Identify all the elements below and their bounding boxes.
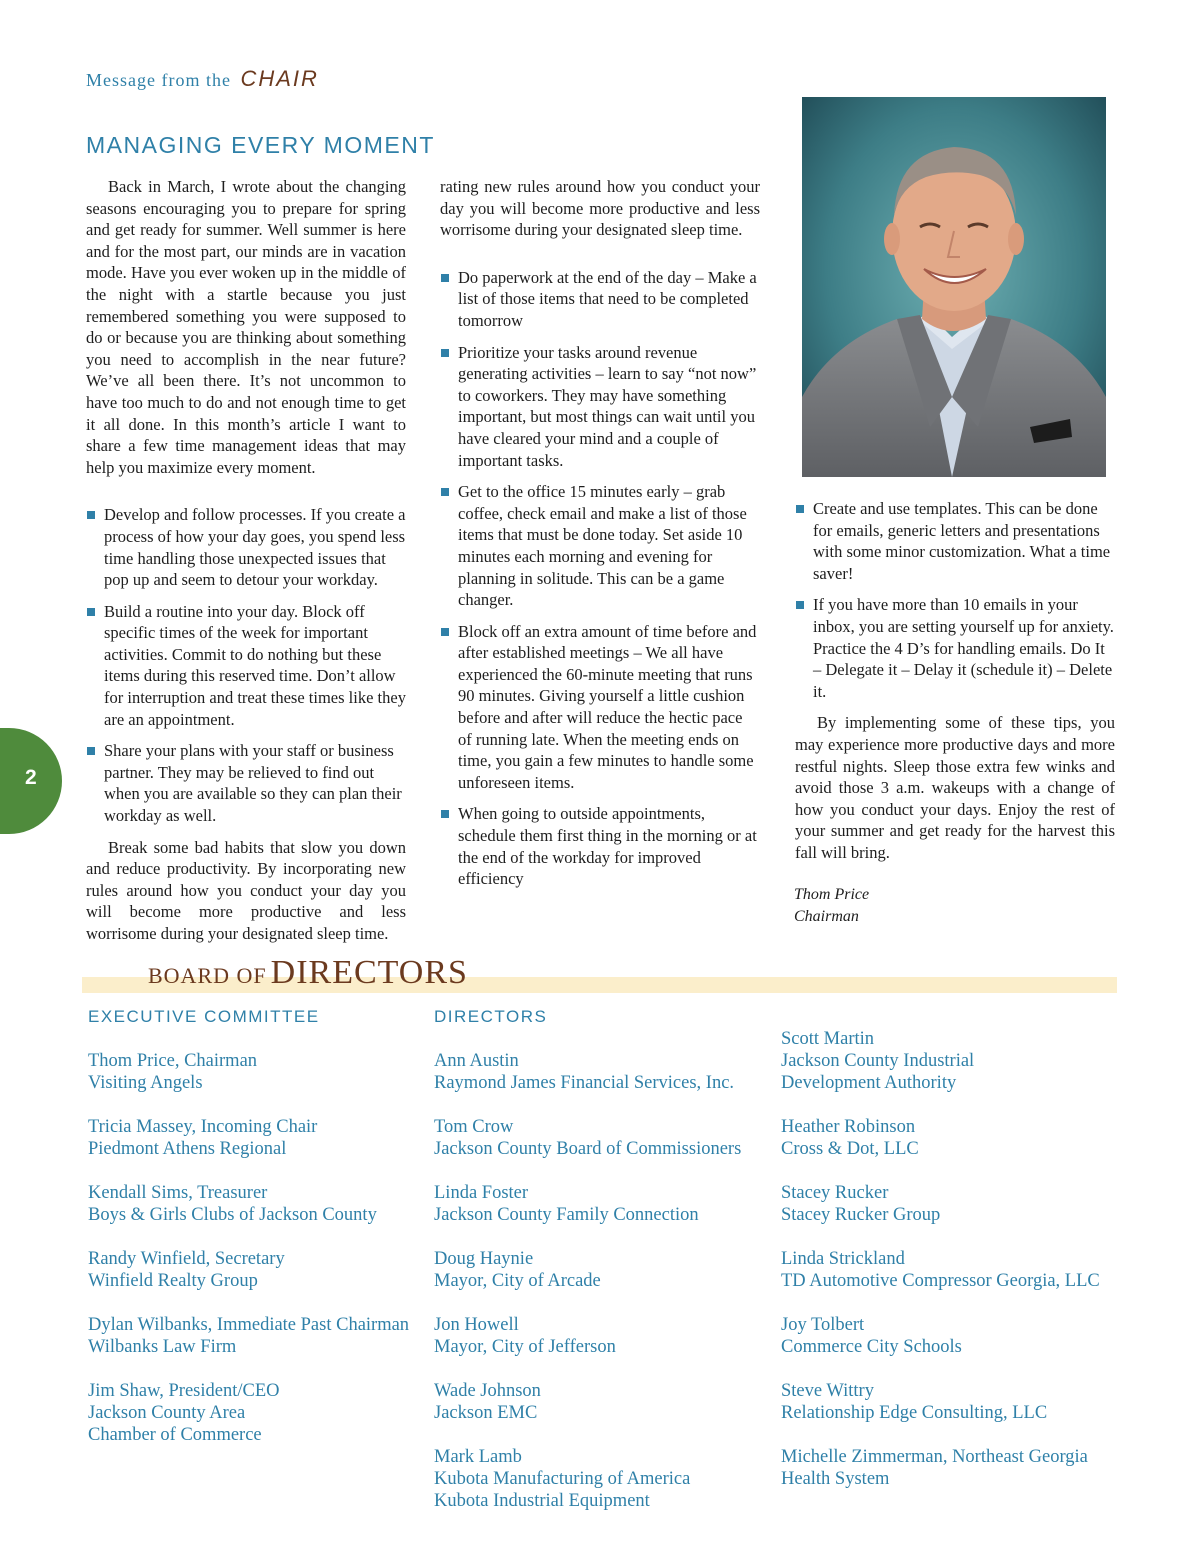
board-member-name: Tricia Massey, Incoming Chair (88, 1117, 318, 1137)
board-member (434, 1380, 764, 1424)
board-member-name: Thom Price, Chairman (88, 1051, 258, 1071)
board-member-name: Kendall Sims, Treasurer (88, 1183, 268, 1203)
board-member-affiliation: Wilbanks Law Firm (88, 1337, 237, 1357)
bullet-square-icon (441, 810, 449, 818)
board-member-affiliation: Mayor, City of Jefferson (434, 1337, 616, 1357)
board-member-affiliation: Development Authority (781, 1073, 957, 1093)
board-member-affiliation: Jackson County Board of Commissioners (434, 1139, 742, 1159)
bullet-square-icon (87, 608, 95, 616)
page-number: 2 (25, 766, 37, 789)
tip-item: Develop and follow processes. If you create a process of how your day goes, you spend less time handling those unexpected issues that pop up and seem to detour your workday. (86, 504, 406, 590)
board-member-name: Joy Tolbert (781, 1315, 865, 1335)
tip-item: Get to the office 15 minutes early – grab coffee, check email and make a list of those items that must be done today. Set aside 10 minutes each morning and evening for planning in solitude. This can be a game changer. (440, 481, 760, 611)
board-member-affiliation: Commerce City Schools (781, 1337, 962, 1357)
tips-list-1 (86, 504, 406, 826)
directors-list-2 (781, 1028, 1111, 1490)
board-member-name: Steve Wittry (781, 1381, 874, 1401)
tip-item: When going to outside appointments, schedule them first thing in the morning or at the end of the workday for improved efficiency (440, 803, 760, 889)
board-member-name: Michelle Zimmerman, Northeast Georgia (781, 1447, 1088, 1467)
tips-list-3 (795, 498, 1115, 702)
board-member (781, 1446, 1111, 1490)
board-member-affiliation: Boys & Girls Clubs of Jackson County (88, 1205, 377, 1225)
board-member (88, 1314, 418, 1358)
board-member (434, 1182, 764, 1226)
board-member (781, 1314, 1111, 1358)
chairman-portrait (802, 97, 1106, 477)
tip-item: Prioritize your tasks around revenue generating activities – learn to say “not now” to coworkers. They may have something important, but most things can wait until you have cleared your mind and a couple of important tasks. (440, 342, 760, 472)
board-member-name: Heather Robinson (781, 1117, 916, 1137)
article-column-3 (795, 498, 1115, 864)
board-member (88, 1182, 418, 1226)
board-member-affiliation: Jackson County Area (88, 1403, 246, 1423)
board-member (781, 1182, 1111, 1226)
board-member-affiliation: Cross & Dot, LLC (781, 1139, 919, 1159)
bullet-square-icon (87, 511, 95, 519)
board-member-name: Scott Martin (781, 1029, 875, 1049)
board-member (781, 1380, 1111, 1424)
signature-title: Chairman (794, 908, 859, 925)
board-member-affiliation: Jackson EMC (434, 1403, 538, 1423)
board-member (434, 1116, 764, 1160)
article-column-2 (440, 176, 760, 890)
board-member (88, 1380, 418, 1446)
bullet-square-icon (441, 628, 449, 636)
board-member-affiliation: Piedmont Athens Regional (88, 1139, 287, 1159)
tip-item: Share your plans with your staff or business partner. They may be relieved to find out when you are available so they can plan their workday as well. (86, 740, 406, 826)
board-member-affiliation: Health System (781, 1469, 890, 1489)
directors-column-2 (781, 1028, 1111, 1512)
directors-column-1 (434, 1006, 764, 1534)
board-member-affiliation: Kubota Manufacturing of America (434, 1469, 691, 1489)
board-member-name: Wade Johnson (434, 1381, 541, 1401)
tip-item: If you have more than 10 emails in your inbox, you are setting yourself up for anxiety. Practice the 4 D’s for handling emails. Do It – Delegate it – Delay it (schedule it) – Delete it. (795, 594, 1115, 702)
tip-item: Build a routine into your day. Block off specific times of the week for important activities. Commit to do nothing but these items during this reserved time. Don’t allow for interruption and treat these times like they are an appointment. (86, 601, 406, 731)
board-member-name: Jon Howell (434, 1315, 519, 1335)
board-member (781, 1028, 1111, 1094)
bullet-square-icon (796, 601, 804, 609)
board-title-big: DIRECTORS (270, 954, 468, 991)
article-bridge: Break some bad habits that slow you down and reduce productivity. By incorporating new rules around how you conduct your day you will become more productive and less worrisome during your designated sleep time. (86, 837, 406, 943)
tip-item: Block off an extra amount of time before and after established meetings – We all have experienced the 60-minute meeting that runs 90 minutes. Giving yourself a little cushion before and after will reduce the hectic pace of running late. When the meeting ends on time, you gain a few minutes to handle some unforeseen items. (440, 621, 760, 794)
board-member (88, 1116, 418, 1160)
board-member (434, 1446, 764, 1512)
section-label-text: Message from the (86, 70, 231, 90)
article-column-1 (86, 176, 406, 943)
section-label (86, 66, 319, 92)
board-title (148, 954, 468, 992)
directors-list-1 (434, 1050, 764, 1512)
executive-committee-heading: EXECUTIVE COMMITTEE (88, 1007, 320, 1026)
board-member-name: Linda Foster (434, 1183, 529, 1203)
article-intro: Back in March, I wrote about the changing seasons encouraging you to prepare for spring and get ready for summer. Well summer is here and for the most part, our minds are in vacation mode. Have you ever woken up in the middle of the night with a startle because you just remembered something you were supposed to do or because you are thinking about something you need to accomplish in the near future? We’ve all been there. It’s not uncommon to have too much to do and not enough time to get it all done. In this month’s article I want to share a few time management ideas that may help you maximize every moment. (86, 177, 406, 477)
board-title-small: BOARD OF (148, 963, 267, 988)
article-bridge-continued: rating new rules around how you conduct your day you will become more productive and less worrisome during your designated sleep time. (440, 177, 760, 240)
section-label-accent: CHAIR (240, 66, 319, 91)
board-member (88, 1248, 418, 1292)
bullet-square-icon (441, 274, 449, 282)
board-member-affiliation: TD Automotive Compressor Georgia, LLC (781, 1271, 1100, 1291)
board-member-name: Stacey Rucker (781, 1183, 889, 1203)
board-member (88, 1050, 418, 1094)
board-member-affiliation: Relationship Edge Consulting, LLC (781, 1403, 1048, 1423)
executive-committee-column (88, 1006, 418, 1468)
board-member-affiliation: Chamber of Commerce (88, 1425, 262, 1445)
board-member (434, 1248, 764, 1292)
board-member-name: Mark Lamb (434, 1447, 522, 1467)
board-member-affiliation: Jackson County Family Connection (434, 1205, 699, 1225)
bullet-square-icon (441, 488, 449, 496)
board-member (434, 1314, 764, 1358)
board-member-affiliation: Stacey Rucker Group (781, 1205, 941, 1225)
directors-heading: DIRECTORS (434, 1007, 548, 1026)
signature-name: Thom Price (794, 886, 870, 903)
board-member (781, 1116, 1111, 1160)
board-member-name: Jim Shaw, President/CEO (88, 1381, 280, 1401)
board-member-name: Dylan Wilbanks, Immediate Past Chairman (88, 1315, 410, 1335)
tip-item: Create and use templates. This can be done for emails, generic letters and presentations with some minor customization. What a time saver! (795, 498, 1115, 584)
board-member-name: Ann Austin (434, 1051, 519, 1071)
article-headline: MANAGING EVERY MOMENT (86, 132, 435, 158)
bullet-square-icon (87, 747, 95, 755)
board-member-affiliation: Mayor, City of Arcade (434, 1271, 601, 1291)
bullet-square-icon (441, 349, 449, 357)
board-member-affiliation: Raymond James Financial Services, Inc. (434, 1073, 735, 1093)
board-member-name: Randy Winfield, Secretary (88, 1249, 285, 1269)
board-member-name: Doug Haynie (434, 1249, 534, 1269)
article-closing: By implementing some of these tips, you may experience more productive days and more restful nights. Sleep those extra few winks and avoid those 3 a.m. wakeups with a change of how you conduct your days. Enjoy the rest of your summer and get ready for the harvest this fall will bring. (795, 713, 1115, 862)
signature (794, 884, 869, 928)
board-member-name: Linda Strickland (781, 1249, 905, 1269)
board-member (434, 1050, 764, 1094)
board-member-affiliation: Kubota Industrial Equipment (434, 1491, 650, 1511)
board-member-affiliation: Jackson County Industrial (781, 1051, 975, 1071)
board-member-affiliation: Winfield Realty Group (88, 1271, 258, 1291)
tips-list-2 (440, 267, 760, 890)
executive-committee-list (88, 1050, 418, 1446)
board-member-name: Tom Crow (434, 1117, 514, 1137)
board-member-affiliation: Visiting Angels (88, 1073, 203, 1093)
bullet-square-icon (796, 505, 804, 513)
board-member (781, 1248, 1111, 1292)
tip-item: Do paperwork at the end of the day – Make a list of those items that need to be completed tomorrow (440, 267, 760, 332)
